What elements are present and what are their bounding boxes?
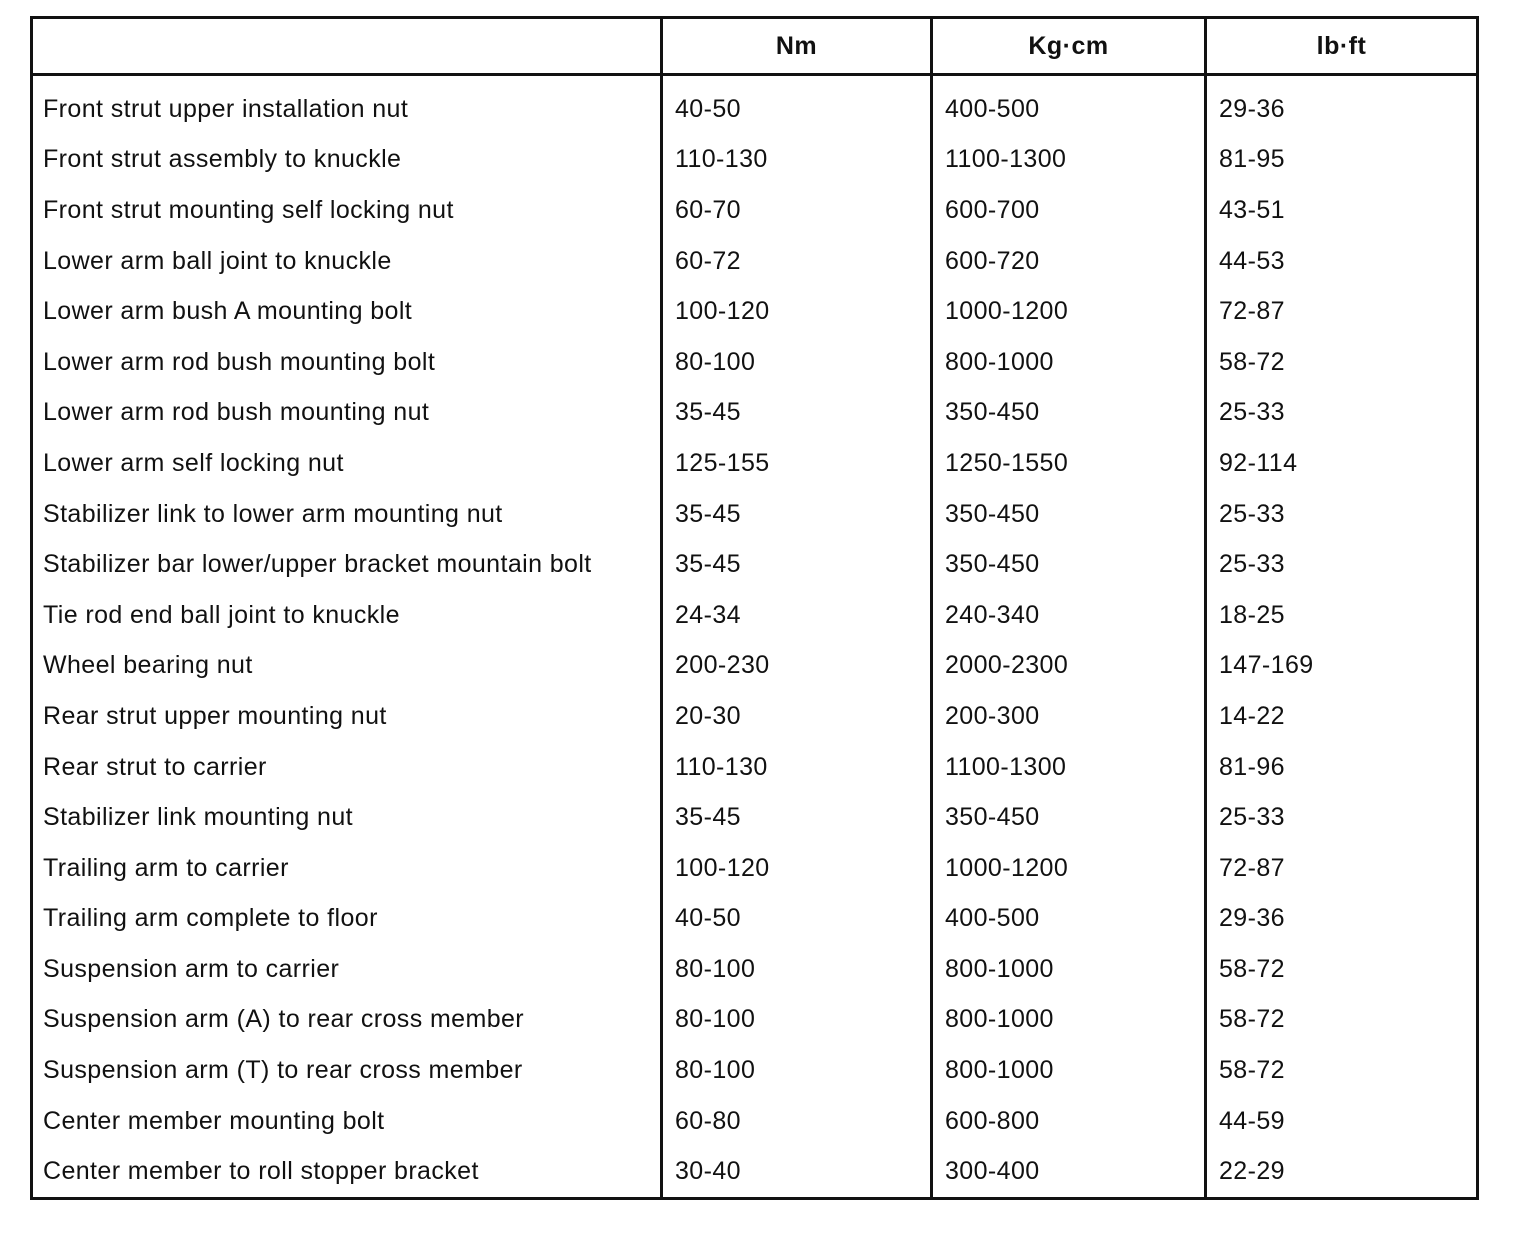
table-row: [32, 691, 1478, 742]
table-row: [32, 236, 1478, 287]
item-name: Lower arm self locking nut: [43, 448, 344, 477]
value-lbft: 72-87: [1206, 843, 1478, 894]
value-lbft: 44-59: [1206, 1096, 1478, 1147]
value-lbft: 14-22: [1206, 691, 1478, 742]
table-row: [32, 539, 1478, 590]
value-kgcm: 240-340: [932, 590, 1206, 641]
value-nm: 80-100: [662, 995, 932, 1046]
value-lbft: 29-36: [1206, 75, 1478, 135]
item-name: Front strut upper installation nut: [43, 94, 409, 123]
table-row: [32, 590, 1478, 641]
torque-spec-table: [30, 16, 1479, 1200]
table-row: [32, 1045, 1478, 1096]
value-nm: 200-230: [662, 641, 932, 692]
value-kgcm: 600-720: [932, 236, 1206, 287]
value-nm: 60-80: [662, 1096, 932, 1147]
value-lbft: 25-33: [1206, 792, 1478, 843]
value-nm: 35-45: [662, 489, 932, 540]
table-row: [32, 944, 1478, 995]
value-kgcm: 300-400: [932, 1146, 1206, 1198]
value-kgcm: 2000-2300: [932, 641, 1206, 692]
value-kgcm: 800-1000: [932, 337, 1206, 388]
value-nm: 40-50: [662, 894, 932, 945]
value-nm: 35-45: [662, 539, 932, 590]
value-nm: 80-100: [662, 337, 932, 388]
table-row: [32, 135, 1478, 186]
item-name: Lower arm rod bush mounting bolt: [43, 347, 436, 376]
item-name: Tie rod end ball joint to knuckle: [43, 600, 400, 629]
value-lbft: 18-25: [1206, 590, 1478, 641]
value-nm: 40-50: [662, 75, 932, 135]
value-nm: 80-100: [662, 1045, 932, 1096]
value-kgcm: 800-1000: [932, 1045, 1206, 1096]
value-nm: 24-34: [662, 590, 932, 641]
value-kgcm: 200-300: [932, 691, 1206, 742]
item-name: Suspension arm (A) to rear cross member: [43, 1005, 525, 1034]
item-name: Suspension arm to carrier: [43, 954, 340, 983]
value-kgcm: 1100-1300: [932, 135, 1206, 186]
value-nm: 100-120: [662, 286, 932, 337]
item-name: Rear strut to carrier: [43, 752, 267, 781]
table-row: [32, 1146, 1478, 1198]
value-nm: 35-45: [662, 792, 932, 843]
value-lbft: 22-29: [1206, 1146, 1478, 1198]
value-kgcm: 400-500: [932, 894, 1206, 945]
value-nm: 60-72: [662, 236, 932, 287]
value-kgcm: 350-450: [932, 489, 1206, 540]
table-row: [32, 75, 1478, 135]
value-kgcm: 1000-1200: [932, 286, 1206, 337]
item-name: Stabilizer link to lower arm mounting nut: [43, 499, 503, 528]
value-kgcm: 1100-1300: [932, 742, 1206, 793]
table-row: [32, 337, 1478, 388]
value-lbft: 81-95: [1206, 135, 1478, 186]
table-row: [32, 742, 1478, 793]
item-name: Trailing arm complete to floor: [43, 904, 378, 933]
value-lbft: 147-169: [1206, 641, 1478, 692]
value-lbft: 58-72: [1206, 944, 1478, 995]
item-name: Lower arm bush A mounting bolt: [43, 297, 413, 326]
table-row: [32, 438, 1478, 489]
value-lbft: 43-51: [1206, 185, 1478, 236]
item-name: Rear strut upper mounting nut: [43, 701, 387, 730]
item-name: Front strut assembly to knuckle: [43, 145, 402, 174]
value-kgcm: 350-450: [932, 792, 1206, 843]
value-nm: 80-100: [662, 944, 932, 995]
item-name: Stabilizer link mounting nut: [43, 803, 353, 832]
item-name: Front strut mounting self locking nut: [43, 195, 454, 224]
value-kgcm: 600-800: [932, 1096, 1206, 1147]
value-lbft: 29-36: [1206, 894, 1478, 945]
value-lbft: 58-72: [1206, 995, 1478, 1046]
value-nm: 110-130: [662, 135, 932, 186]
value-kgcm: 350-450: [932, 539, 1206, 590]
header-kgcm: Kg·cm: [932, 18, 1206, 75]
value-lbft: 44-53: [1206, 236, 1478, 287]
value-nm: 60-70: [662, 185, 932, 236]
table-row: [32, 894, 1478, 945]
value-nm: 35-45: [662, 388, 932, 439]
item-name: Wheel bearing nut: [43, 651, 253, 680]
value-lbft: 25-33: [1206, 489, 1478, 540]
value-kgcm: 400-500: [932, 75, 1206, 135]
item-name: Suspension arm (T) to rear cross member: [43, 1056, 523, 1085]
table-row: [32, 792, 1478, 843]
table-row: [32, 843, 1478, 894]
header-nm: Nm: [662, 18, 932, 75]
table-row: [32, 995, 1478, 1046]
value-nm: 30-40: [662, 1146, 932, 1198]
table-row: [32, 489, 1478, 540]
item-name: Center member to roll stopper bracket: [43, 1157, 479, 1186]
value-lbft: 58-72: [1206, 337, 1478, 388]
value-lbft: 81-96: [1206, 742, 1478, 793]
header-row: [32, 18, 1478, 75]
value-kgcm: 800-1000: [932, 995, 1206, 1046]
table-row: [32, 286, 1478, 337]
table-row: [32, 185, 1478, 236]
value-lbft: 25-33: [1206, 388, 1478, 439]
value-lbft: 25-33: [1206, 539, 1478, 590]
table-row: [32, 388, 1478, 439]
item-name: Stabilizer bar lower/upper bracket mountain bolt: [43, 550, 592, 579]
value-lbft: 58-72: [1206, 1045, 1478, 1096]
item-name: Center member mounting bolt: [43, 1106, 385, 1135]
item-name: Lower arm rod bush mounting nut: [43, 398, 430, 427]
value-kgcm: 600-700: [932, 185, 1206, 236]
table-row: [32, 1096, 1478, 1147]
value-nm: 125-155: [662, 438, 932, 489]
value-kgcm: 800-1000: [932, 944, 1206, 995]
value-kgcm: 350-450: [932, 388, 1206, 439]
value-lbft: 92-114: [1206, 438, 1478, 489]
value-lbft: 72-87: [1206, 286, 1478, 337]
value-nm: 20-30: [662, 691, 932, 742]
value-nm: 100-120: [662, 843, 932, 894]
value-kgcm: 1250-1550: [932, 438, 1206, 489]
table-row: [32, 641, 1478, 692]
item-name: Lower arm ball joint to knuckle: [43, 246, 392, 275]
header-item: [32, 18, 662, 75]
value-nm: 110-130: [662, 742, 932, 793]
item-name: Trailing arm to carrier: [43, 853, 289, 882]
header-lbft: lb·ft: [1206, 18, 1478, 75]
value-kgcm: 1000-1200: [932, 843, 1206, 894]
